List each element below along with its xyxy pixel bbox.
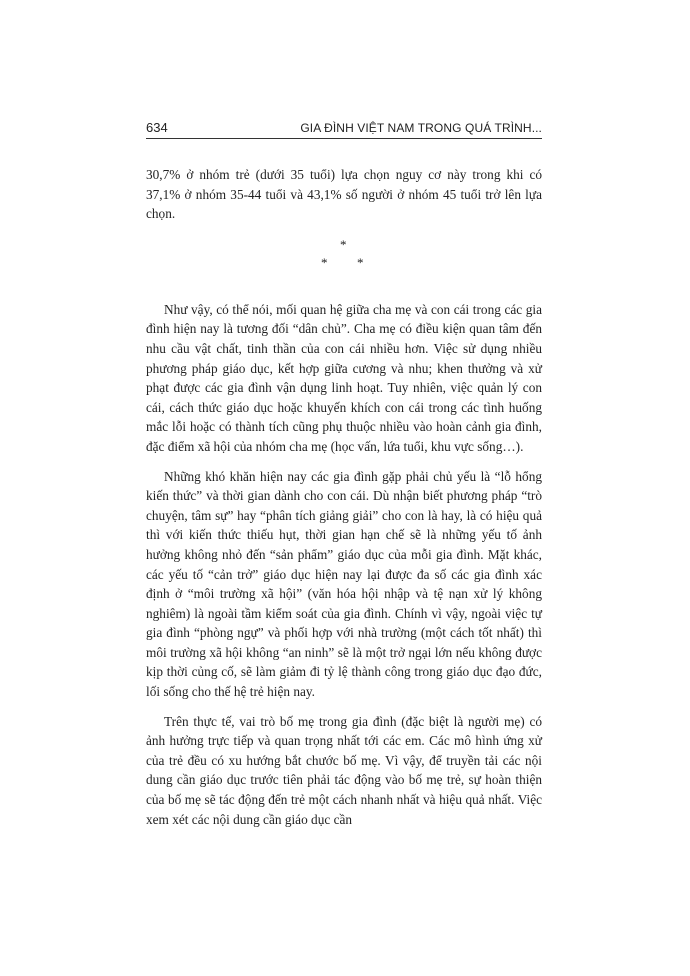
paragraph: Trên thực tế, vai trò bố mẹ trong gia đình (đặc biệt là người mẹ) có ảnh hưởng trực tiếp và quan trọng nhất tới các em. Các mô hình ứng xử của trẻ đều có xu hướng bắt chước bố mẹ. Vì vậy, để truyền tải các nội dung cần giáo dục trước tiên phải tác động vào bố mẹ trẻ, sự hoàn thiện của bố mẹ sẽ tác động đến trẻ một cách nhanh nhất và hiệu quả nhất. Việc xem xét các nội dung cần giáo dục cần (146, 713, 542, 827)
section-divider (146, 238, 542, 286)
running-title: GIA ĐÌNH VIỆT NAM TRONG QUÁ TRÌNH... (300, 121, 542, 135)
paragraph-continued: 30,7% ở nhóm trẻ (dưới 35 tuổi) lựa chọn nguy cơ này trong khi có 37,1% ở nhóm 35-44 tuổi và 43,1% số người ở nhóm 45 tuổi trở lên lựa chọn. (146, 167, 542, 222)
paragraph: Những khó khăn hiện nay các gia đình gặp phải chủ yếu là “lỗ hổng kiến thức” và thời gian dành cho con cái. Dù nhận biết phương pháp “trò chuyện, tâm sự” hay “phân tích giảng giải” cho con là hay, là có hiệu quả thì với kiến thức thiếu hụt, thời gian hạn chế sẽ là những yếu tố ảnh hưởng không nhỏ đến “sản phẩm” giáo dục của mỗi gia đình. Mặt khác, các yếu tố “cản trở” giáo dục hiện nay lại được đa số các gia đình xác định ở “môi trường xã hội” (văn hóa hội nhập và tệ nạn xử lý không nghiêm) là ngoài tầm kiểm soát của gia đình. Chính vì vậy, ngoài việc tự gia đình “phòng ngự” và phối hợp với nhà trường (một cách tốt nhất) thì môi trường xã hội không “an ninh” sẽ là một trở ngại lớn nếu không được kịp thời củng cố, sẽ làm giảm đi tỷ lệ thành công trong giáo dục đạo đức, lối sống cho thế hệ trẻ hiện nay. (146, 468, 542, 700)
book-page (146, 120, 542, 829)
divider-star-right: * (357, 254, 364, 270)
paragraph: Như vậy, có thể nói, mối quan hệ giữa cha mẹ và con cái trong các gia đình hiện nay là tương đối “dân chủ”. Cha mẹ có điều kiện quan tâm đến nhu cầu vật chất, tinh thần của con cái nhiều hơn. Việc sử dụng nhiều phương pháp giáo dục, kết hợp giữa cương và nhu; khen thưởng và xử phạt được các gia đình vận dụng linh hoạt. Tuy nhiên, việc quản lý con cái, cách thức giáo dục hoặc khuyến khích con cái trong các tình huống mắc lỗi hoặc có thành tích cũng phụ thuộc nhiều vào hoàn cảnh gia đình, đặc điểm xã hội của nhóm cha mẹ (học vấn, lứa tuổi, khu vực sống…). (146, 301, 542, 454)
page-number: 634 (146, 120, 168, 135)
page-body (146, 165, 542, 829)
divider-star-top: * (340, 236, 347, 252)
divider-star-left: * (321, 254, 328, 270)
page-header (146, 120, 542, 139)
